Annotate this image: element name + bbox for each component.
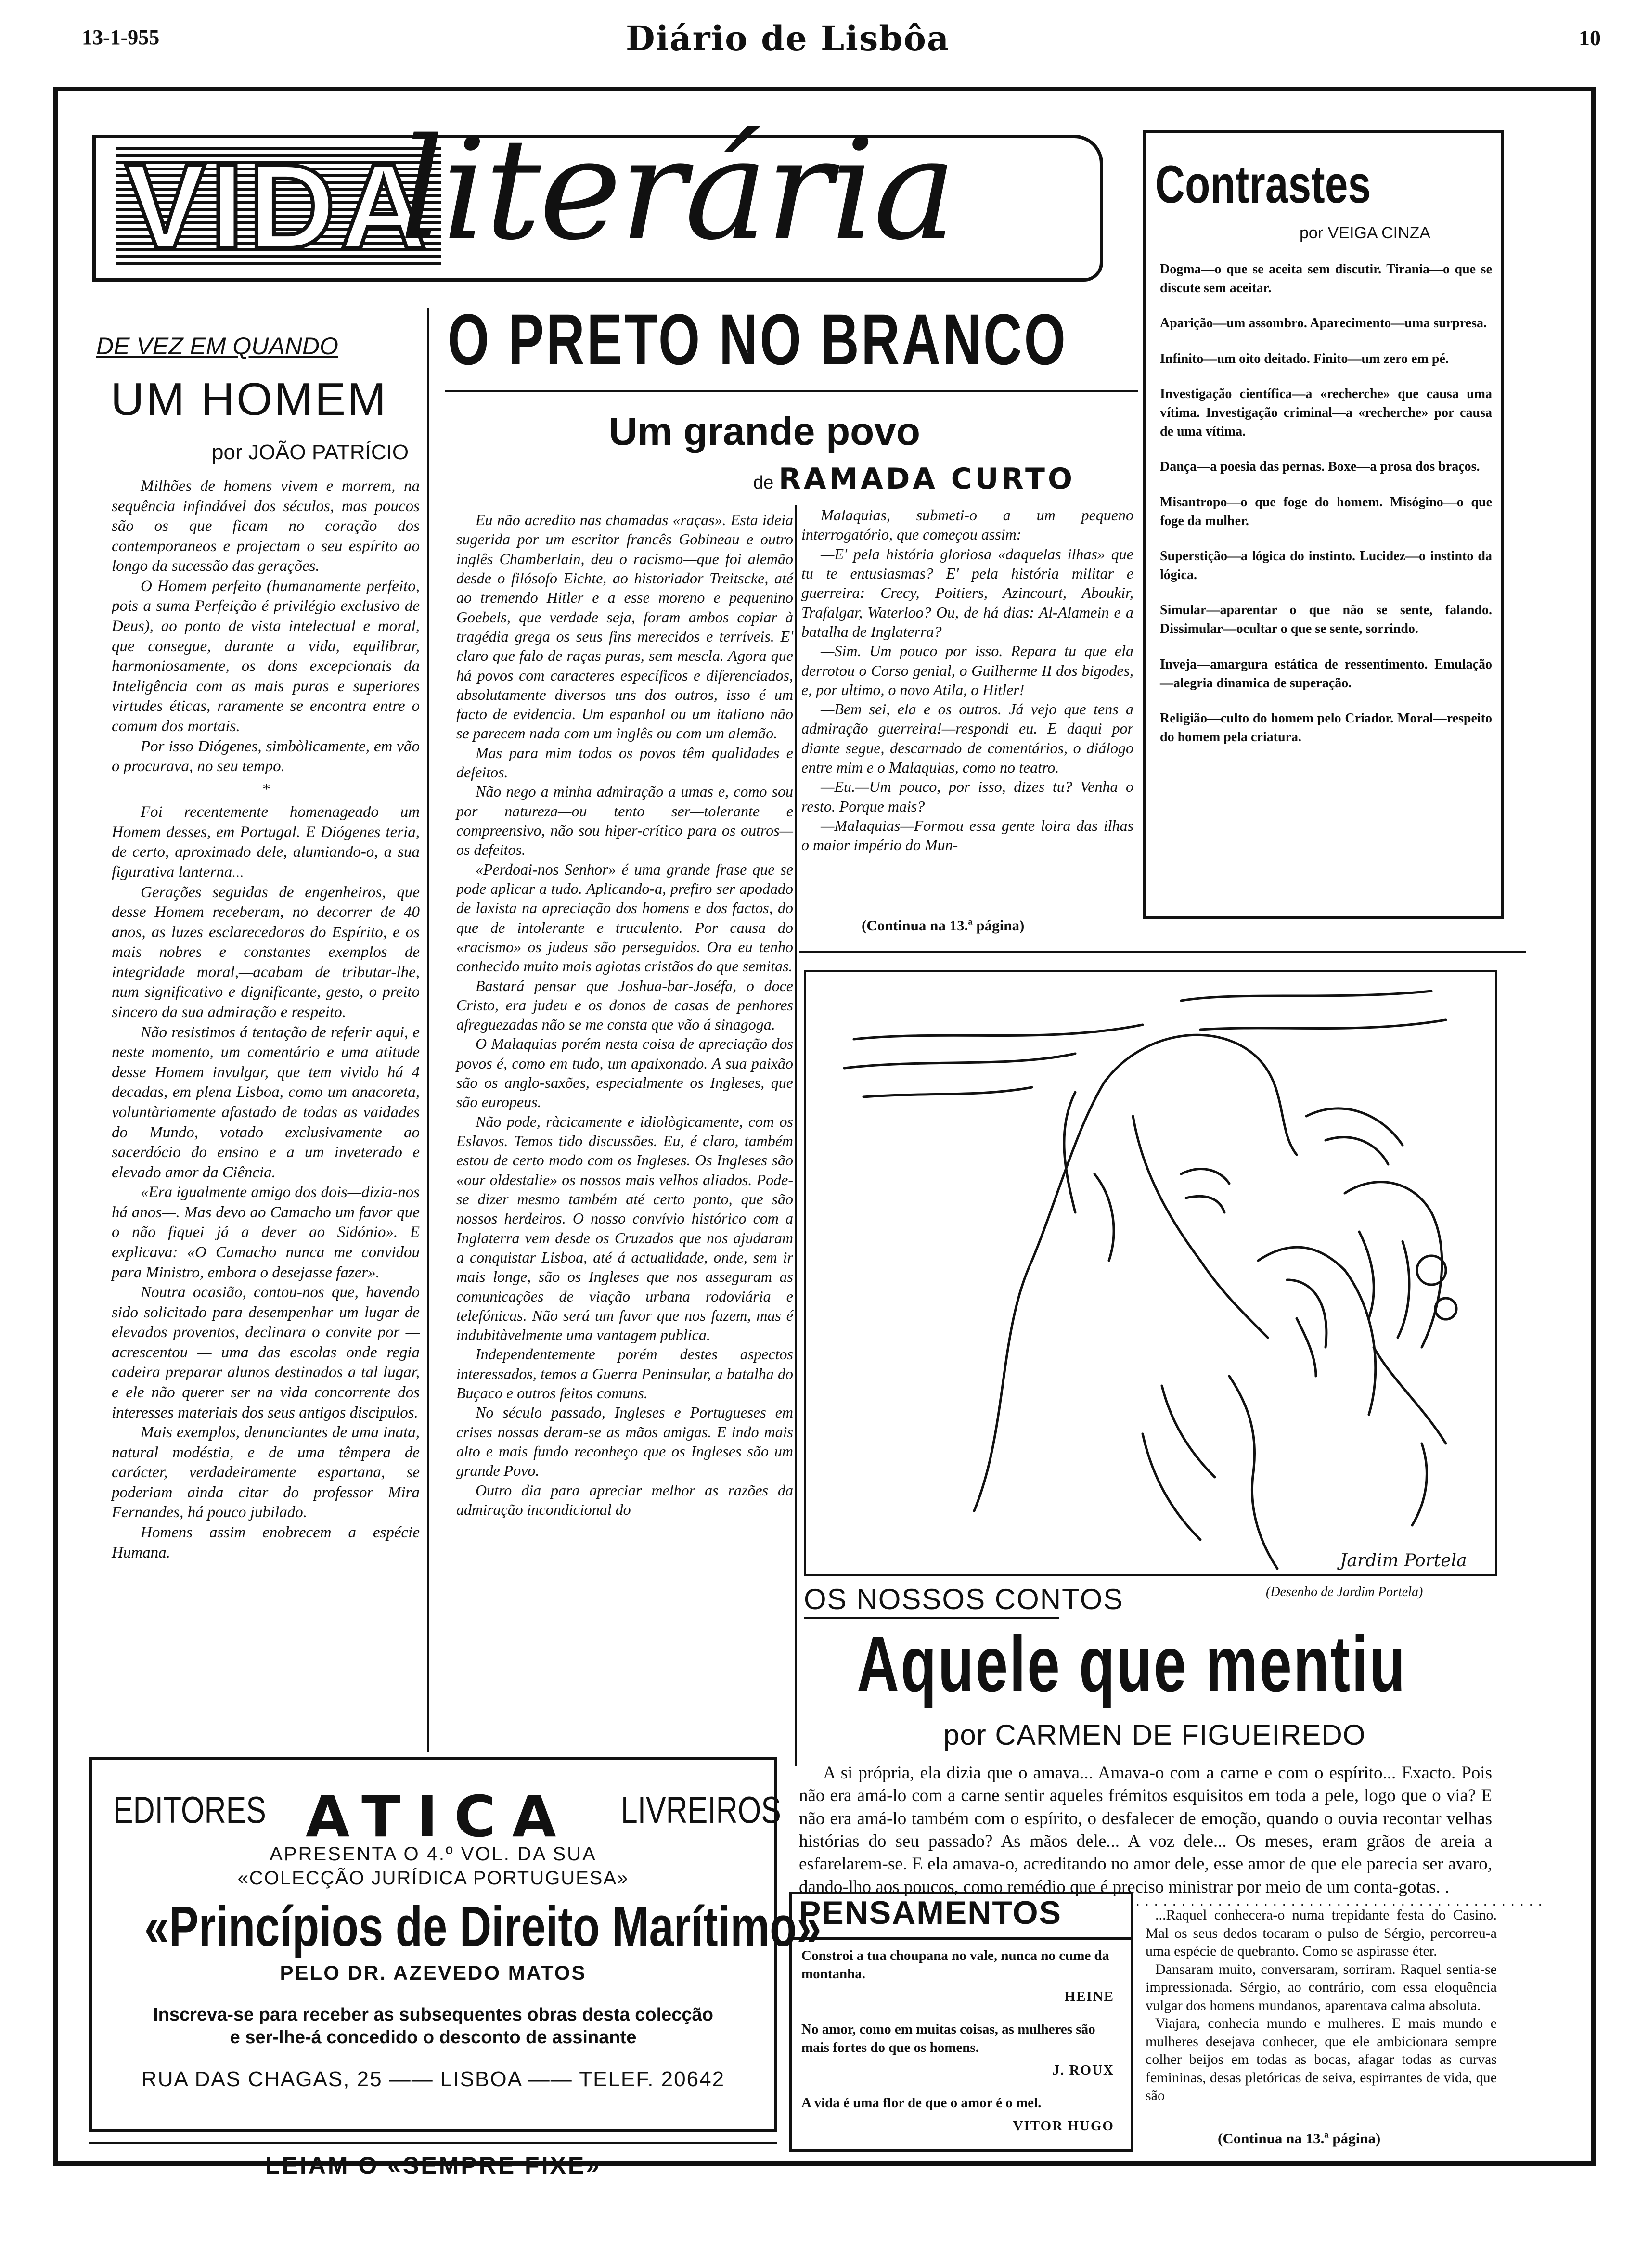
contrastes-list [1160, 260, 1492, 763]
ad-livreiros: LIVREIROS [621, 1789, 781, 1831]
contrastes-item: Inveja—amargura estática de ressentimento. Emulação—alegria dinamica de superação. [1160, 657, 1492, 691]
paragraph: Eu não acredito nas chamadas «raças». Esta ideia sugerida por um escritor francês Gobineau e outro inglês Chamberlain, deu o racismo—que foi alemão desde o filósofo Eichte, ao historiador Treitscke, até ao tremendo Hitler e a esse moreno e pequenino Goebels, que verdade seja, foram ambos copiar à tragédia grega os seus fins merecidos e terríveis. E' claro que falo de raças puras, sem mescla. Agora que há povos com caracteres específicos e diferenciados, absolutamente diversos uns dos outros, isso é um facto de evidencia. Um espanhol ou um italiano não se parecem nada com um inglês ou com um alemão. [456, 511, 793, 742]
continua-link[interactable]: (Continua na 13.ª página) [1218, 2130, 1381, 2147]
contrastes-item: Dança—a poesia das pernas. Boxe—a prosa dos braços. [1160, 459, 1480, 475]
contos-section: OS NOSSOS CONTOS [804, 1583, 1124, 1615]
footer-rule [89, 2142, 777, 2144]
ad-book-title: «Princípios de Direito Marítimo» [144, 1895, 822, 1959]
quote-author: HEINE [1064, 1989, 1114, 2005]
pensamentos-title: PENSAMENTOS [799, 1894, 1062, 1931]
ad-author: PELO DR. AZEVEDO MATOS [280, 1961, 587, 1984]
contos-byline: por CARMEN DE FIGUEIREDO [943, 1719, 1366, 1751]
pensamentos-rule [792, 1937, 1131, 1940]
column-rule [427, 308, 429, 1752]
contrastes-byline: por VEIGA CINZA [1300, 224, 1431, 242]
illustration-credit: (Desenho de Jardim Portela) [1266, 1585, 1423, 1599]
illustration-signature: Jardim Portela [1340, 1551, 1467, 1571]
ad-signup-1: Inscreva-se para receber as subsequentes obras desta colecção [153, 2005, 713, 2025]
separator-star: * [261, 780, 270, 798]
section-underline [804, 1617, 1059, 1619]
masthead-literaria: literária [399, 109, 955, 271]
paragraph: Viajara, conhecia mundo e mulheres. E mais mundo e mulheres desejava conhecer, que ele ambicionara sempre colher beijos em todas as bocas, afagar todas as curvas femininas, desas pletóricas de seiva, espirrantes de vida, que são [1146, 2015, 1497, 2103]
um-homem-byline: por JOÃO PATRÍCIO [212, 440, 409, 464]
paragraph: Malaquias, submeti-o a um pequeno interrogatório, que começou assim: [801, 506, 1133, 543]
illustration-drawing [806, 972, 1495, 1574]
paragraph: Não nego a minha admiração a umas e, como sou por natureza—ou tento ser—tolerante e compreensivo, não sou hiper-crítico para os outros—os defeitos. [456, 783, 793, 859]
paragraph: No século passado, Ingleses e Portugueses em crises nossas deram-se as mãos amigas. E indo mais alto e mais fundo reconheço que os Ingleses são um grande Povo. [456, 1404, 793, 1480]
contrastes-item: Investigação científica—a «recherche» que causa uma vítima. Investigação criminal—a «recherche» por causa de uma vítima. [1160, 386, 1492, 439]
contrastes-item: Simular—aparentar o que não se sente, falando. Dissimular—ocultar o que se sente, sorrindo. [1160, 603, 1492, 637]
page-number: 10 [1579, 26, 1601, 50]
quote-text: Constroi a tua choupana no vale, nunca no cume da montanha. [801, 1948, 1109, 1982]
contrastes-title: Contrastes [1155, 155, 1371, 214]
leiam-banner: LEIAM O «SEMPRE FIXE» [265, 2152, 601, 2179]
contrastes-item: Aparição—um assombro. Aparecimento—uma surpresa. [1160, 316, 1487, 331]
paragraph: «Era igualmente amigo dos dois—dizia-nos há anos—. Mas devo ao Camacho um favor que o não fiquei já a dever ao Sidónio». E explicava: «O Camacho nunca me convidou para Ministro, embora o desejasse fazer». [112, 1184, 420, 1281]
paragraph: —Sim. Um pouco por isso. Repara tu que ela derrotou o Corso genial, o Guilherme II dos bigodes, e, por ultimo, o novo Atila, o Hitler! [801, 642, 1133, 698]
quote-author: VITOR HUGO [1013, 2118, 1114, 2134]
contos-body [1146, 1906, 1497, 2105]
preto-subtitle: Um grande povo [609, 410, 920, 453]
preto-title: O PRETO NO BRANCO [448, 299, 1068, 380]
paragraph: Gerações seguidas de engenheiros, que desse Homem receberam, no decorrer de 40 anos, as luzes esclarecedoras do Espírito, e os mais nobres e constantes exemplos de integridade moral,—acabam de tributar-lhe, num significativo e dignificante, gesto, o preito sincero da sua admiração e respeito. [112, 883, 420, 1021]
section-rule [799, 951, 1526, 953]
contrastes-item: Dogma—o que se aceita sem discutir. Tirania—o que se discute sem aceitar. [1160, 262, 1492, 296]
contrastes-item: Misantropo—o que foge do homem. Misógino—o que foge da mulher. [1160, 494, 1492, 528]
continua-link[interactable]: (Continua na 13.ª página) [862, 917, 1025, 934]
um-homem-body [112, 477, 420, 1563]
paragraph: Não resistimos á tentação de referir aqui, e neste momento, um comentário e uma atitude desse Homem invulgar, que tem vivido há 4 decadas, em plena Lisboa, como um anacoreta, voluntàriamente afastado de todas as vaidades do Mundo, votado exclusivamente ao sacerdócio do ensino e a um inveterado e elevado amor da Ciência. [112, 1023, 420, 1181]
ad-signup-2: e ser-lhe-á concedido o desconto de assinante [230, 2027, 637, 2048]
ad-brand: ATICA [306, 1783, 573, 1850]
paragraph: Não pode, ràcicamente e idiològicamente, com os Eslavos. Temos tido discussões. Eu, é claro, também estou de certo modo com os Ingleses. Os Ingleses são «our oldestalie» os nossos mais velhos aliados. Pode-se dizer mesmo também até certo ponto, que são nossos herdeiros. O nosso convívio histórico com a Inglaterra vem desde os Cruzados que nos ajudaram a conquistar Lisboa, até á actualidade, onde, sem ir mais longe, são os Ingleses que nos asseguram as comunicações de viação urbana rodoviária e telefónicas. Não será um favor que nos fazem, mas é indubitàvelmente uma vantagem publica. [456, 1112, 793, 1344]
paragraph: O Homem perfeito (humanamente perfeito, pois a suma Perfeição é privilégio exclusivo de Deus), ao ponto de vista intelectual e moral, que consegue, durante a vida, equilibrar, harmoniosamente, os dons excepcionais da Inteligência com as mais puras e superiores virtudes éticas, raramente se encontra entre o comum dos mortais. [112, 577, 420, 735]
paragraph: Mas para mim todos os povos têm qualidades e defeitos. [456, 744, 793, 781]
byline-prefix: de [753, 473, 774, 493]
paragraph: Independentemente porém destes aspectos interessados, temos a Guerra Peninsular, a batalha do Buçaco e outros feitos comuns. [456, 1345, 793, 1402]
ad-line2: «COLECÇÃO JURÍDICA PORTUGUESA» [237, 1868, 629, 1889]
ad-address: RUA DAS CHAGAS, 25 —— LISBOA —— TELEF. 20642 [141, 2067, 725, 2091]
paragraph: Outro dia para apreciar melhor as razões da admiração incondicional do [456, 1481, 793, 1518]
paragraph: —Malaquias—Formou essa gente loira das ilhas o maior império do Mun- [801, 817, 1133, 854]
paragraph: —Eu.—Um pouco, por isso, dizes tu? Venha o resto. Porque mais? [801, 778, 1133, 815]
quote-author: J. ROUX [1052, 2062, 1114, 2078]
contrastes-item: Superstição—a lógica do instinto. Lucidez—o instinto da lógica. [1160, 548, 1492, 583]
quote-text: No amor, como em muitas coisas, as mulheres são mais fortes do que os homens. [801, 2022, 1095, 2055]
paragraph: —Bem sei, ela e os outros. Já vejo que tens a admiração guerreira!—respondi eu. E daqui por diante segue, descarnado de comentários, o diálogo entre mim e o Malaquias, como no teatro. [801, 700, 1133, 776]
preto-column-2 [801, 505, 1133, 855]
um-homem-kicker: DE VEZ EM QUANDO [96, 333, 338, 360]
preto-author: RAMADA CURTO [778, 462, 1075, 496]
paragraph: Homens assim enobrecem a espécie Humana. [112, 1524, 420, 1561]
paragraph: —E' pela história gloriosa «daquelas ilhas» que tu te entusiasmas? E' pela história militar e guerreira: Crecy, Poitiers, Azincourt, Aboukir, Trafalgar, Waterloo? Ou, de há dias: Al-Alamein e a batalha de Inglaterra? [801, 545, 1133, 640]
preto-column-1 [456, 510, 793, 1519]
illustration-frame [804, 970, 1497, 1576]
preto-byline [753, 462, 1075, 496]
paragraph: Foi recentemente homenageado um Homem desses, em Portugal. E Diógenes teria, de certo, aproximado dele, alumiando-o, a sua figurativa lanterna... [112, 803, 420, 881]
contrastes-item: Infinito—um oito deitado. Finito—um zero em pé. [1160, 351, 1449, 366]
paragraph: Mais exemplos, denunciantes de uma inata, natural modéstia, e de uma têmpera de carácter, verdadeiramente espartana, se poderiam ainda citar do professor Mira Fernandes, há pouco jubilado. [112, 1424, 420, 1521]
issue-date: 13-1-955 [82, 26, 160, 49]
contos-intro: A si própria, ela dizia que o amava... Amava-o com a carne e com o espírito... Exacto. Pois não era amá-lo com a carne sentir aqueles frémitos esquisitos em toda a pele, logo que o via? E não era amá-lo também com o espírito, o desfalecer de emoção, quando o ouvia recontar velhas histórias do seu passado? As mãos dele... A voz dele... Os meses, eram grãos de areia a esfarelarem-se. E ela amava-o, acreditando no amor dele, esse amor de que ele parecia ser avaro, dando-lho aos poucos, como remédio que é preciso ministrar por meio de um conta-gotas. . [799, 1763, 1492, 1897]
paragraph: ...Raquel conhecera-o numa trepidante festa do Casino. Mal os seus dedos tocaram o pulso de Sérgio, percorreu-a uma espécie de quebranto. Como se aspirasse éter. [1146, 1907, 1497, 1959]
paragraph: Por isso Diógenes, simbòlicamente, em vão o procurava, no seu tempo. [112, 737, 420, 775]
contos-dots: . . . . . . . . . . . . . . . . . . . . . . . . . . . . . . . . . . . . . . . . . . . . . [1136, 1893, 1543, 1909]
contos-title: Aquele que mentiu [857, 1620, 1407, 1708]
contrastes-item: Religião—culto do homem pelo Criador. Moral—respeito do homem pela criatura. [1160, 711, 1492, 745]
ad-line1: APRESENTA O 4.º VOL. DA SUA [270, 1843, 597, 1865]
ad-editores: EDITORES [113, 1789, 266, 1831]
paragraph: Milhões de homens vivem e morrem, na sequência infindável dos séculos, mas poucos são os que ficam no coração dos contemporaneos e projectam o seu espírito ao longo da sucessão das gerações. [112, 477, 420, 575]
paragraph: «Perdoai-nos Senhor» é uma grande frase que se pode aplicar a tudo. Aplicando-a, prefiro ser apodado de laxista na apreciação dos homens e dos factos, do que de intolerante e truculento. Por causa do «racismo» os judeus são perseguidos. Ora eu tenho conhecido muito mais agiotas cristãos do que semitas. [456, 860, 793, 975]
paragraph: O Malaquias porém nesta coisa de apreciação dos povos é, como em tudo, um apaixonado. A sua paixão são os anglo-saxões, especialmente os Ingleses, que são europeus. [456, 1035, 793, 1111]
paragraph: Noutra ocasião, contou-nos que, havendo sido solicitado para desempenhar um lugar de elevados proventos, declinara o convite por — acrescentou — uma das escolas onde regia cadeira preparar alunos destinados a tal lugar, e ele não querer ser na vida concorrente dos interesses materiais dos seus antigos discipulos. [112, 1284, 420, 1421]
paragraph: Dansaram muito, conversaram, sorriram. Raquel sentia-se impressionada. Sérgio, ao contrário, com essa eloquência vulgar dos homens mundanos, aparentava calma absoluta. [1146, 1961, 1497, 2013]
um-homem-title: UM HOMEM [111, 374, 388, 425]
title-rule [445, 390, 1138, 392]
paragraph: Bastará pensar que Joshua-bar-Joséfa, o doce Cristo, era judeu e os donos de casas de penhores afreguezadas não se me consta que vão á sinagoga. [456, 977, 793, 1033]
newspaper-title: Diário de Lisbôa [626, 18, 950, 58]
pensamentos-list [801, 1947, 1124, 2150]
masthead-vida: VIDA [116, 144, 441, 269]
column-rule [795, 505, 797, 1766]
quote-text: A vida é uma flor de que o amor é o mel. [801, 2095, 1042, 2111]
